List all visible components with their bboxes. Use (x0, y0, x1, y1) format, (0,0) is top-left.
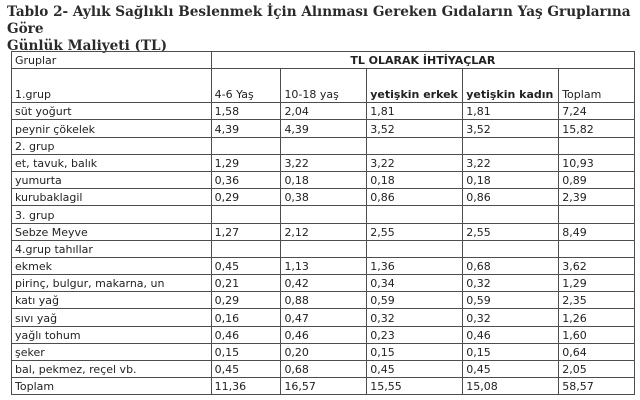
table-row (12, 257, 635, 274)
value-cell: 2,04 (281, 103, 367, 120)
value-cell: 0,59 (463, 292, 559, 309)
value-cell: 0,23 (367, 326, 463, 343)
value-cell (367, 206, 463, 223)
value-cell: 1,58 (211, 103, 281, 120)
table-row (12, 292, 635, 309)
value-cell: 0,34 (367, 275, 463, 292)
value-cell: 1,36 (367, 257, 463, 274)
table-row (12, 326, 635, 343)
value-cell (211, 137, 281, 154)
table-title (7, 4, 637, 55)
table-row (12, 120, 635, 137)
row-label-cell: pirinç, bulgur, makarna, un (12, 275, 212, 292)
value-cell (559, 206, 635, 223)
value-cell: 58,57 (559, 378, 635, 395)
value-cell: 3,22 (463, 154, 559, 171)
value-cell: 3,22 (367, 154, 463, 171)
title-line-2: Günlük Maliyeti (TL) (7, 38, 168, 54)
value-cell: 0,18 (281, 171, 367, 188)
value-cell: 0,32 (463, 275, 559, 292)
value-cell: 4,39 (211, 120, 281, 137)
value-cell: 0,64 (559, 343, 635, 360)
table-row (12, 103, 635, 120)
value-cell: 0,46 (463, 326, 559, 343)
value-cell (463, 137, 559, 154)
header-tl-needs: TL OLARAK İHTİYAÇLAR (211, 52, 634, 69)
row-label-cell: 4.grup tahıllar (12, 240, 212, 257)
value-cell: 3,52 (463, 120, 559, 137)
cost-table-body (12, 52, 635, 395)
value-cell: 0,46 (211, 326, 281, 343)
value-cell: 0,45 (211, 257, 281, 274)
header-age-4-6: 4-6 Yaş (211, 69, 281, 103)
value-cell: 0,32 (367, 309, 463, 326)
value-cell: 2,35 (559, 292, 635, 309)
value-cell: 1,26 (559, 309, 635, 326)
value-cell: 3,22 (281, 154, 367, 171)
row-label-cell: et, tavuk, balık (12, 154, 212, 171)
value-cell (463, 240, 559, 257)
value-cell: 1,27 (211, 223, 281, 240)
value-cell: 4,39 (281, 120, 367, 137)
row-label-cell: bal, pekmez, reçel vb. (12, 361, 212, 378)
table-row (12, 189, 635, 206)
value-cell: 1,60 (559, 326, 635, 343)
value-cell (559, 240, 635, 257)
value-cell: 3,62 (559, 257, 635, 274)
value-cell (281, 240, 367, 257)
table-row (12, 154, 635, 171)
table-row (12, 309, 635, 326)
value-cell: 0,47 (281, 309, 367, 326)
table-row (12, 275, 635, 292)
value-cell: 3,52 (367, 120, 463, 137)
value-cell: 2,55 (367, 223, 463, 240)
value-cell: 0,36 (211, 171, 281, 188)
value-cell (463, 206, 559, 223)
table-row (12, 223, 635, 240)
value-cell: 0,38 (281, 189, 367, 206)
value-cell: 0,21 (211, 275, 281, 292)
table-header-row (12, 52, 635, 69)
value-cell: 2,39 (559, 189, 635, 206)
row-label-cell: 3. grup (12, 206, 212, 223)
value-cell: 0,15 (367, 343, 463, 360)
row-label-cell: şeker (12, 343, 212, 360)
value-cell: 11,36 (211, 378, 281, 395)
table-row (12, 378, 635, 395)
value-cell: 1,13 (281, 257, 367, 274)
header-total: Toplam (559, 69, 635, 103)
value-cell: 0,45 (211, 361, 281, 378)
value-cell: 0,18 (367, 171, 463, 188)
row-label-cell: sıvı yağ (12, 309, 212, 326)
row-label-cell: Sebze Meyve (12, 223, 212, 240)
row-label-cell: yumurta (12, 171, 212, 188)
value-cell (559, 137, 635, 154)
row-label-cell: ekmek (12, 257, 212, 274)
value-cell: 0,89 (559, 171, 635, 188)
row-label-cell: katı yağ (12, 292, 212, 309)
table-row (12, 137, 635, 154)
cost-table (11, 51, 635, 395)
header-adult-female: yetişkin kadın (463, 69, 559, 103)
value-cell: 0,68 (463, 257, 559, 274)
table-row (12, 343, 635, 360)
value-cell: 0,29 (211, 189, 281, 206)
value-cell: 1,81 (367, 103, 463, 120)
value-cell: 7,24 (559, 103, 635, 120)
row-label-cell: yağlı tohum (12, 326, 212, 343)
header-adult-male: yetişkin erkek (367, 69, 463, 103)
table-row (12, 171, 635, 188)
value-cell (211, 206, 281, 223)
value-cell: 0,45 (463, 361, 559, 378)
value-cell: 0,86 (463, 189, 559, 206)
value-cell: 0,68 (281, 361, 367, 378)
value-cell: 0,88 (281, 292, 367, 309)
value-cell: 1,29 (559, 275, 635, 292)
value-cell: 8,49 (559, 223, 635, 240)
value-cell (281, 206, 367, 223)
value-cell: 0,18 (463, 171, 559, 188)
value-cell: 2,55 (463, 223, 559, 240)
table-row (12, 240, 635, 257)
value-cell: 15,55 (367, 378, 463, 395)
value-cell: 0,32 (463, 309, 559, 326)
value-cell: 0,45 (367, 361, 463, 378)
row-label-cell: peynir çökelek (12, 120, 212, 137)
value-cell: 1,29 (211, 154, 281, 171)
row-label-cell: kurubaklagil (12, 189, 212, 206)
value-cell: 2,05 (559, 361, 635, 378)
value-cell: 0,16 (211, 309, 281, 326)
value-cell: 15,08 (463, 378, 559, 395)
header-groups: Gruplar (12, 52, 212, 69)
value-cell: 0,15 (463, 343, 559, 360)
value-cell: 0,86 (367, 189, 463, 206)
value-cell: 0,15 (211, 343, 281, 360)
row-label-cell: 2. grup (12, 137, 212, 154)
value-cell (367, 137, 463, 154)
value-cell (211, 240, 281, 257)
table-row (12, 361, 635, 378)
table-row (12, 206, 635, 223)
value-cell: 0,42 (281, 275, 367, 292)
header-first-group: 1.grup (12, 69, 212, 103)
value-cell: 16,57 (281, 378, 367, 395)
header-age-10-18: 10-18 yaş (281, 69, 367, 103)
value-cell (281, 137, 367, 154)
value-cell: 0,20 (281, 343, 367, 360)
title-line-1: Tablo 2- Aylık Sağlıklı Beslenmek İçin Alınması Gereken Gıdaların Yaş Gruplarına Göre (7, 4, 631, 37)
value-cell: 1,81 (463, 103, 559, 120)
value-cell: 0,46 (281, 326, 367, 343)
value-cell (367, 240, 463, 257)
value-cell: 2,12 (281, 223, 367, 240)
value-cell: 0,59 (367, 292, 463, 309)
value-cell: 10,93 (559, 154, 635, 171)
value-cell: 15,82 (559, 120, 635, 137)
row-label-cell: Toplam (12, 378, 212, 395)
value-cell: 0,29 (211, 292, 281, 309)
table-subheader-row (12, 69, 635, 103)
row-label-cell: süt yoğurt (12, 103, 212, 120)
